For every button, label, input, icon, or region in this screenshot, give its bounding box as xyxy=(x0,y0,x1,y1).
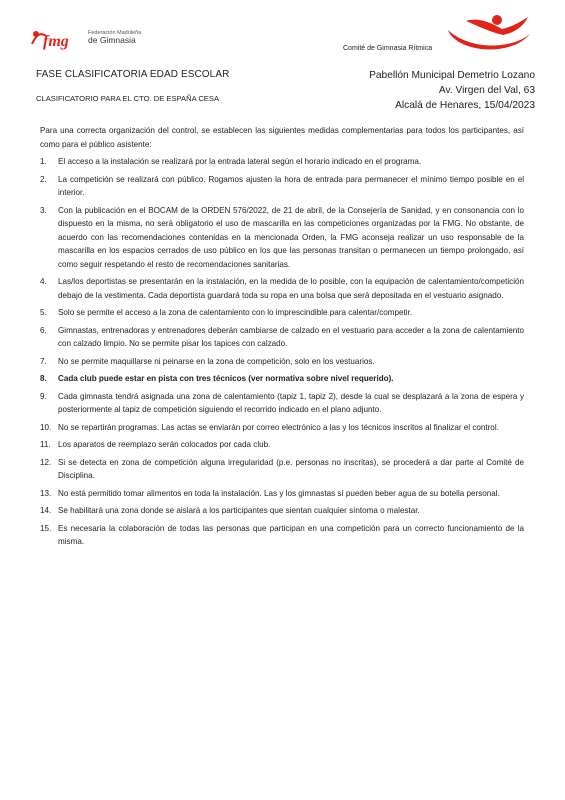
rule-text: Es necesaria la colaboración de todas las personas que participan en una competición para un correcto funcionamiento de la misma. xyxy=(58,523,524,546)
rule-item xyxy=(40,522,524,549)
rule-text: Los aparatos de reemplazo serán colocados por cada club. xyxy=(58,440,271,449)
rule-text: Solo se permite el acceso a la zona de calentamiento con lo imprescindible para calentar/competir. xyxy=(58,308,413,317)
rule-number: 7. xyxy=(40,356,47,366)
rule-text: Gimnastas, entrenadoras y entrenadores deberán cambiarse de calzado en el vestuario para acceder a la zona de calentamiento con calzado limpio. No se permite pisar los tapices con calzado. xyxy=(58,325,524,348)
rule-number: 3. xyxy=(40,205,47,215)
venue-city-date: Alcalá de Henares, 15/04/2023 xyxy=(395,100,535,111)
fmg-logo-mark xyxy=(30,24,82,52)
rule-text: Se habilitará una zona donde se aislará a los participantes que sientan cualquier síntoma o malestar. xyxy=(58,506,420,515)
fmg-logo xyxy=(30,24,141,52)
rule-text: Si se detecta en zona de competición alguna irregularidad (p.e. personas no inscritas), se procederá a dar parte al Comité de Disciplina. xyxy=(58,457,524,480)
rule-text: No se repartirán programas. Las actas se enviarán por correo electrónico a las y los técnicos inscritos al finalizar el control. xyxy=(58,422,499,432)
rule-number: 9. xyxy=(40,391,47,401)
rule-text: Cada gimnasta tendrá asignada una zona de calentamiento (tapiz 1, tapiz 2), desde la cual se desplazará a la zona de espera y posteriormente al tapiz de competición siguiendo el recorrido indicado en el plano adjunto. xyxy=(58,391,524,414)
rule-number: 12. xyxy=(40,457,52,467)
rule-item xyxy=(40,421,524,435)
rule-number: 14. xyxy=(40,506,52,515)
rhythmic-gymnastics-icon xyxy=(440,12,535,57)
rule-number: 1. xyxy=(40,157,47,166)
rule-text: No está permitido tomar alimentos en toda la instalación. Las y los gimnastas sí pueden beber agua de su botella personal. xyxy=(58,488,500,498)
rule-number: 13. xyxy=(40,488,52,498)
venue-name: Pabellón Municipal Demetrio Lozano xyxy=(369,70,535,81)
phase-title: FASE CLASIFICATORIA EDAD ESCOLAR xyxy=(36,69,230,80)
rule-item xyxy=(40,438,524,452)
rule-text: Las/los deportistas se presentarán en la instalación, en la medida de lo posible, con la equipación de calentamiento/competición debajo de la vestimenta. Cada deportista guardará toda su ropa en una bolsa que será depositada en el vestuario asignado. xyxy=(58,277,524,300)
rule-number: 5. xyxy=(40,308,47,317)
classification-subtitle: CLASIFICATORIO PARA EL CTO. DE ESPAÑA CESA xyxy=(36,94,220,103)
rule-item xyxy=(40,306,524,320)
rule-item xyxy=(40,390,524,417)
document-body xyxy=(40,124,524,553)
rule-number: 11. xyxy=(40,440,51,449)
rule-item xyxy=(40,275,524,302)
rule-item xyxy=(40,487,524,501)
intro-paragraph: Para una correcta organización del control, se establecen las siguientes medidas complementarias para todos los participantes, así como para el público asistente: xyxy=(40,126,524,149)
rule-text: El acceso a la instalación se realizará por la entrada lateral según el horario indicado en el programa. xyxy=(58,157,422,166)
rule-number: 15. xyxy=(40,523,52,533)
rule-item xyxy=(40,504,524,518)
rule-text: La competición se realizará con público. Rogamos ajusten la hora de entrada para permanecer el mínimo tiempo posible en el interior. xyxy=(58,174,524,197)
rule-item xyxy=(40,324,524,351)
rule-text: No se permite maquillarse ni peinarse en la zona de competición, solo en los vestuarios. xyxy=(58,356,375,366)
rule-number: 4. xyxy=(40,277,47,286)
rule-item xyxy=(40,355,524,369)
rule-item xyxy=(40,173,524,200)
rhythmic-logo xyxy=(440,12,535,62)
committee-name: Comité de Gimnasia Rítmica xyxy=(343,45,433,52)
rule-item xyxy=(40,456,524,483)
rule-number: 8. xyxy=(40,374,47,383)
venue-address: Av. Virgen del Val, 63 xyxy=(438,85,535,96)
rule-item xyxy=(40,372,524,386)
rule-number: 2. xyxy=(40,174,47,184)
rule-number: 6. xyxy=(40,325,47,335)
rule-text: Con la publicación en el BOCAM de la ORDEN 576/2022, de 21 de abril, de la Consejería de Sanidad, y en consonancia con lo dispuesto en la misma, no será obligatorio el uso de mascarilla en las competiciones organizadas por la FMG. No obstante, de acuerdo con las recomendaciones contenidas en la mencionada Orden, la FMG aconseja realizar un uso responsable de la mascarilla en los espacios cerrados de uso público en los que las personas transitan o permanecen un tiempo prolongado, así como seguir respetando el resto de recomendaciones sanitarias. xyxy=(58,205,524,269)
svg-text:fmg: fmg xyxy=(43,33,69,50)
rule-text: Cada club puede estar en pista con tres técnicos (ver normativa sobre nivel requerido). xyxy=(58,374,394,383)
rule-number: 10. xyxy=(40,422,52,432)
fmg-name-small: Federación Madrileña xyxy=(88,29,142,36)
rule-item xyxy=(40,155,524,169)
rules-list xyxy=(40,155,524,549)
venue-block xyxy=(369,68,535,113)
fmg-name-big: de Gimnasia xyxy=(88,35,136,46)
rule-item xyxy=(40,204,524,272)
